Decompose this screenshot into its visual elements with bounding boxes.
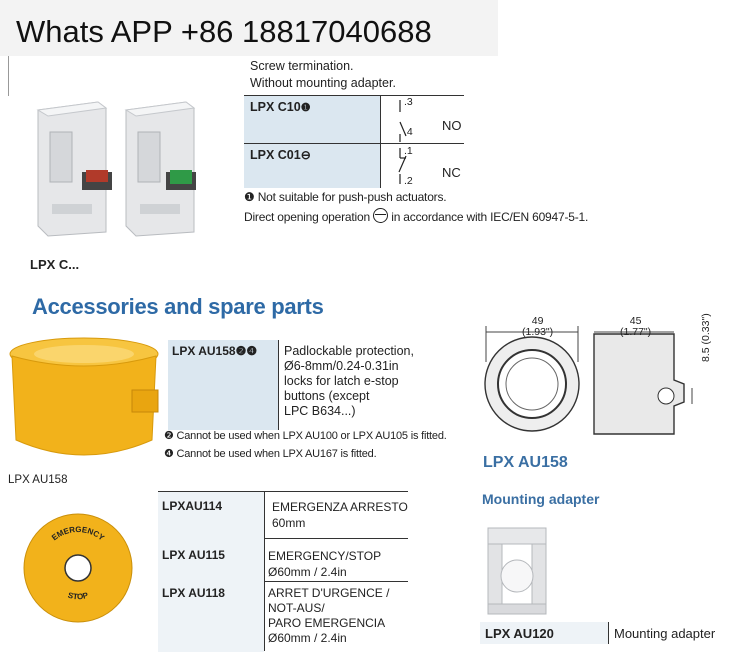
pin-1: .1 — [404, 145, 413, 157]
au158-desc: Padlockable protection, Ø6-8mm/0.24-0.31in locks for latch e-stop buttons (except LPC B634...) — [284, 344, 414, 418]
note-direct-opening: Direct opening operation in accordance with IEC/EN 60947-5-1. — [244, 210, 589, 224]
banner-text: Whats APP +86 18817040688 — [16, 14, 432, 49]
au118-code: LPX AU118 — [162, 586, 225, 600]
type-no: NO — [442, 118, 462, 133]
au120-code: LPX AU120 — [485, 626, 554, 641]
drawing-label: LPX AU158 — [483, 454, 568, 471]
au158-image-label: LPX AU158 — [8, 474, 68, 486]
table-rule-mid — [244, 143, 464, 144]
contact-block-no — [38, 102, 112, 236]
au158-dimension-drawing — [478, 312, 718, 450]
note-1: ❶ Not suitable for push-push actuators. — [244, 190, 447, 204]
positive-opening-icon — [373, 208, 388, 223]
pin-4: .4 — [404, 126, 413, 138]
divider — [8, 56, 9, 96]
product-label-lpx-c: LPX C... — [30, 257, 80, 272]
mounting-divider — [608, 622, 609, 644]
pin-2: .2 — [404, 175, 413, 187]
au158-divider — [278, 340, 279, 430]
table-col-divider — [380, 95, 381, 188]
section-title-accessories: Accessories and spare parts — [32, 294, 324, 319]
contact-blocks-image — [28, 92, 208, 242]
row-1-code: LPX C10❶ — [250, 100, 311, 114]
type-nc: NC — [442, 165, 461, 180]
disc-bottom-text: STOP — [66, 590, 90, 602]
mounting-adapter-image — [482, 520, 554, 620]
au118-desc: ARRET D'URGENCE / NOT-AUS/ PARO EMERGENCIA Ø60mm / 2.4in — [268, 586, 390, 645]
au115-code: LPX AU115 — [162, 548, 225, 562]
au115-desc: EMERGENCY/STOP Ø60mm / 2.4in — [268, 549, 382, 579]
au158-note-4: ❹ Cannot be used when LPX AU167 is fitted. — [164, 448, 377, 460]
dim-8-5: 8.5 (0.33") — [700, 313, 712, 362]
padlock-cover-image — [4, 330, 164, 470]
intro-line-2: Without mounting adapter. — [250, 76, 396, 90]
row-2-code: LPX C01⊖ — [250, 148, 311, 162]
au114-desc: EMERGENZA ARRESTO 60mm — [272, 500, 408, 530]
pin-3: .3 — [404, 96, 413, 108]
mounting-title: Mounting adapter — [482, 491, 600, 507]
labels-table-divider — [264, 491, 265, 651]
intro-line-1: Screw termination. — [250, 59, 354, 73]
au158-note-2: ❷ Cannot be used when LPX AU100 or LPX AU105 is fitted. — [164, 430, 447, 442]
au114-code: LPXAU114 — [162, 499, 223, 513]
emergency-stop-disc — [20, 510, 136, 626]
disc-top-text: EMERGENCY — [50, 524, 106, 543]
au120-desc: Mounting adapter — [614, 626, 716, 641]
au158-code: LPX AU158❷❹ — [172, 344, 258, 358]
dim-45: 45 (1.77") — [620, 315, 652, 338]
table-rule-top — [244, 95, 464, 96]
labels-table-shade — [158, 492, 264, 652]
contact-block-nc — [126, 102, 196, 236]
dim-49: 49 (1.93") — [522, 315, 554, 338]
